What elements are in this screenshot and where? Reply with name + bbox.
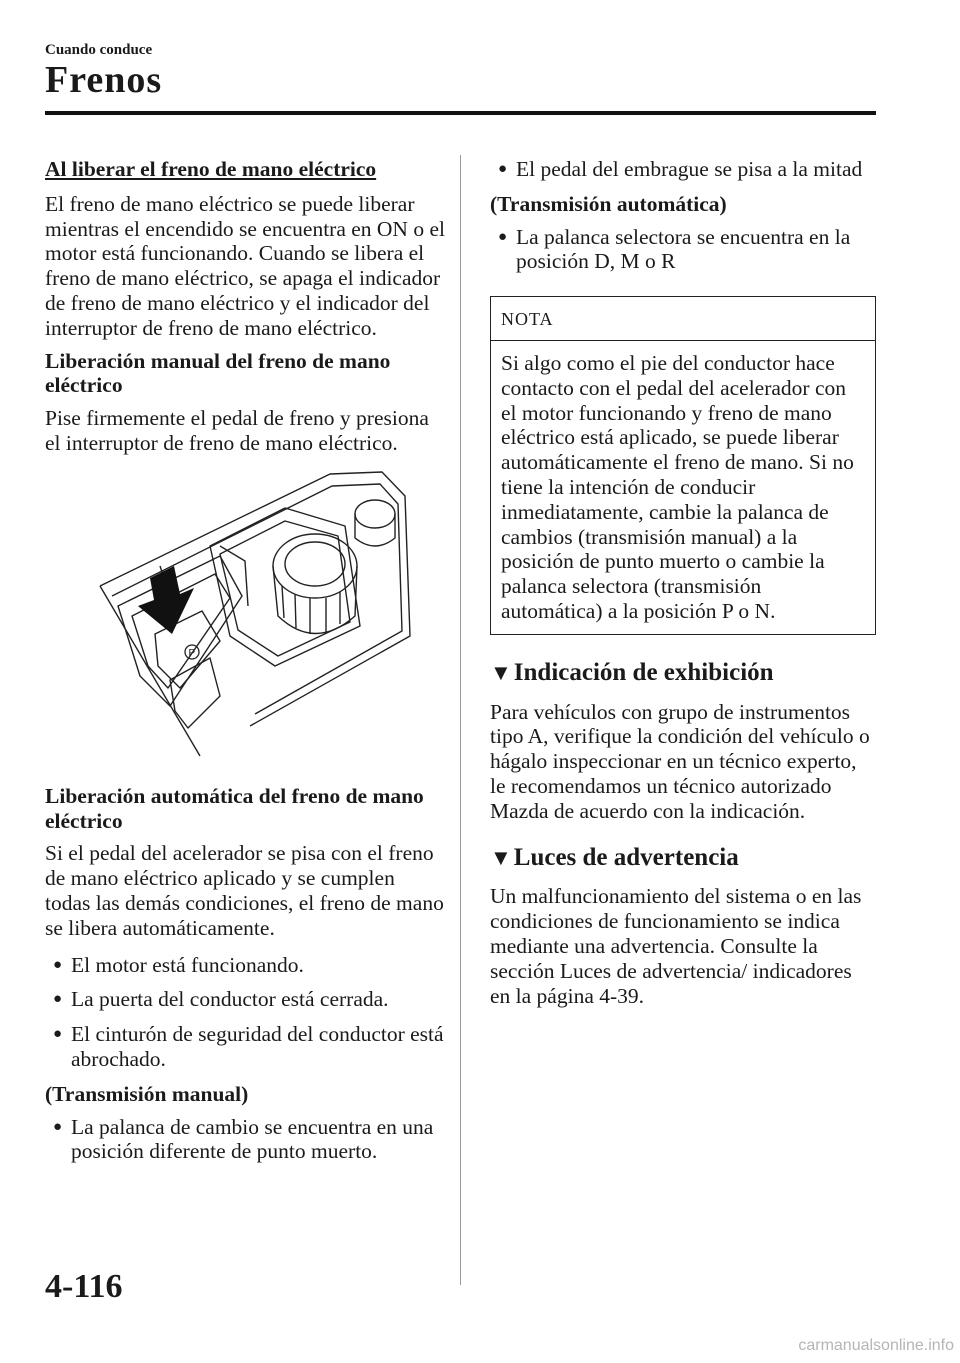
heading-manual-release: Liberación manual del freno de mano eléctrico — [45, 348, 391, 398]
list-item: ● El pedal del embrague se pisa a la mitad — [498, 157, 863, 181]
paragraph-display: Para vehículos con grupo de instrumentos tipo A, verifique la condición del vehículo o hágalo inspeccionar en un técnico experto, le recomendamos un técnico autorizado Mazda de acuerdo con la indicación. — [490, 699, 870, 823]
list-item: ● La palanca de cambio se encuentra en una posición diferente de punto muerto. — [53, 1114, 434, 1164]
list-item: ● El motor está funcionando. — [53, 952, 304, 977]
bullet-icon: ● — [53, 956, 63, 973]
list-item: ● La palanca selectora se encuentra en la posición D, M o R — [498, 224, 851, 274]
watermark: carmanualsonline.info — [798, 1337, 954, 1354]
subheading-automatic-transmission: (Transmisión automática) — [490, 191, 727, 216]
paragraph-release: El freno de mano eléctrico se puede liberar mientras el encendido se encuentra en ON o el motor está funcionando. Cuando se libera el freno de mano eléctrico, se apaga el indicador de freno de mano eléctrico y el indicador del interruptor de freno de mano eléctrico. — [45, 191, 445, 340]
note-text: Si algo como el pie del conductor hace contacto con el pedal del acelerador con el motor funcionando y freno de mano eléctrico está aplicado, se puede liberar automáticamente el freno de mano. Si no tiene la intención de conducir inmediatamente, cambie la palanca de cambios (transmisión manual) a la posición de punto muerto o cambie la palanca selectora (transmisión automática) a la posición P o N. — [501, 350, 854, 623]
list-item: ● La puerta del conductor está cerrada. — [53, 987, 389, 1012]
section-label: Cuando conduce — [45, 42, 153, 58]
bullet-icon: ● — [53, 1026, 63, 1043]
paragraph-manual-release: Pise firmemente el pedal de freno y presiona el interruptor de freno de mano eléctrico. — [45, 406, 429, 455]
bullet-icon: ● — [498, 228, 508, 245]
triangle-down-icon: ▼ — [490, 844, 512, 870]
right-column — [490, 157, 876, 1016]
page-title: Frenos — [45, 59, 163, 101]
parking-brake-switch-icon — [70, 466, 420, 766]
parking-brake-switch-illustration — [70, 466, 420, 766]
p-symbol — [185, 645, 199, 659]
triangle-down-icon: ▼ — [490, 659, 512, 685]
list-item: ● El cinturón de seguridad del conductor está abrochado. — [53, 1022, 444, 1071]
heading-auto-release: Liberación automática del freno de mano eléctrico — [45, 783, 424, 833]
paragraph-warning-lights: Un malfuncionamiento del sistema o en las condiciones de funcionamiento se indica mediante una advertencia. Consulte la sección Luces de advertencia/ indicadores en la página 4-39. — [490, 884, 862, 1008]
bullet-icon: ● — [53, 991, 63, 1008]
page-number: 4-116 — [45, 1268, 123, 1305]
heading-release: Al liberar el freno de mano eléctrico — [45, 157, 377, 181]
paragraph-auto-release: Si el pedal del acelerador se pisa con el freno de mano eléctrico aplicado y se cumplen todas las demás condiciones, el freno de mano se libera automáticamente. — [45, 841, 444, 940]
left-column — [45, 157, 445, 1174]
note-box — [490, 296, 876, 635]
note-title: NOTA — [491, 297, 875, 341]
subheading-manual-transmission: (Transmisión manual) — [45, 1081, 249, 1106]
bullet-icon: ● — [53, 1118, 63, 1135]
svg-text:P: P — [188, 647, 196, 659]
column-divider — [460, 155, 461, 1285]
section-heading-display: ▼ Indicación de exhibición — [490, 658, 774, 686]
header-rule — [45, 111, 876, 115]
bullet-icon: ● — [498, 161, 508, 177]
section-heading-warning-lights: ▼ Luces de advertencia — [490, 843, 739, 871]
